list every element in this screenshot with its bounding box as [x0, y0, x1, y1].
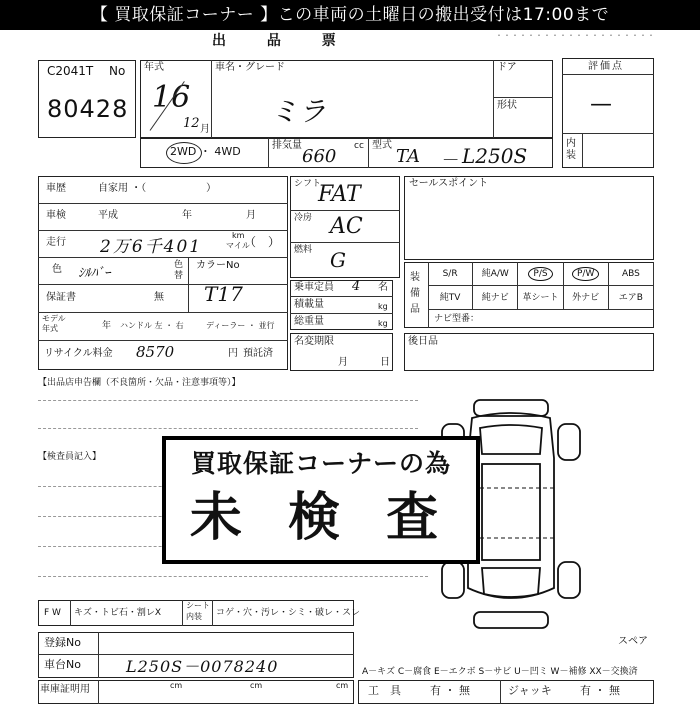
- equipment-item: 純A/W: [473, 262, 518, 286]
- chassis-label: 車台No: [44, 658, 81, 671]
- equipment-item: 革シート: [518, 286, 563, 310]
- spare-label: スペア: [618, 636, 648, 647]
- recycle-value: 8570: [136, 343, 175, 361]
- model-value: L250S: [462, 144, 528, 168]
- year-label: 年式: [144, 62, 164, 73]
- month-value: 12: [183, 116, 200, 131]
- model-year-label-top: モデル: [42, 314, 66, 323]
- sales-point-label: セールスポイント: [409, 178, 489, 189]
- color-value: ｼﾙﾊﾞｰ: [78, 266, 111, 281]
- load-unit: kg: [378, 302, 388, 311]
- capacity-value: 4: [352, 279, 361, 294]
- load-label: 積載量: [294, 299, 324, 310]
- displacement-label: 排気量: [272, 140, 302, 151]
- garage-cert-unit-3: cm: [336, 681, 349, 690]
- drive-options: 2WD ・ 4WD: [170, 145, 241, 158]
- damage-legend: A－キズ C－腐食 E－エクボ S－サビ U－凹ミ W－補修 XX－交換済: [362, 667, 638, 677]
- seat-defects: コゲ・穴・汚レ・シミ・破レ・スレ: [216, 608, 361, 618]
- mileage-value: 2万6千401: [100, 237, 203, 257]
- door-label: ドア: [497, 62, 517, 73]
- shift-label: シフト: [294, 179, 322, 189]
- navi-model-label: ナビ型番：: [434, 314, 480, 324]
- warranty-label: 保証書: [46, 292, 76, 303]
- inspection-era: 平成: [98, 210, 118, 221]
- capacity-unit: 名: [378, 282, 388, 293]
- garage-cert-unit-2: cm: [250, 681, 263, 690]
- name-change-month: 月: [338, 357, 348, 368]
- equipment-item: P/S: [518, 262, 563, 286]
- equipment-item: ABS: [609, 262, 654, 286]
- gross-unit: kg: [378, 319, 388, 328]
- equipment-grid: [428, 262, 654, 310]
- mileage-unit-mile: マイル: [226, 241, 250, 250]
- later-items-box: [404, 333, 654, 371]
- seat-label-top: シート: [186, 601, 210, 610]
- usage-label: 車歴: [46, 183, 66, 194]
- recycle-note: 預託済: [243, 348, 273, 359]
- shift-value: FAT: [318, 182, 361, 207]
- colorno-label: カラーNo: [196, 260, 240, 271]
- seat-label-bot: 内装: [186, 612, 202, 621]
- handle-options: ハンドル 左 ・ 右: [120, 321, 184, 330]
- fw-label: F W: [44, 608, 61, 618]
- tools-label: 工 具: [368, 684, 401, 697]
- inspection-label: 車検: [46, 210, 66, 221]
- chassis-value: L250S－0078240: [126, 657, 279, 676]
- shape-label: 形状: [497, 100, 517, 111]
- name-change-day: 日: [380, 357, 390, 368]
- equipment-item: S/R: [428, 262, 473, 286]
- unverified-stamp: [162, 436, 480, 564]
- lot-number-box: [38, 60, 136, 138]
- garage-cert-label: 車庫証明用: [40, 684, 90, 695]
- usage-value: 自家用 ・（ ）: [98, 183, 217, 194]
- jack-label: ジャッキ: [508, 684, 552, 697]
- model-dash: －: [440, 150, 458, 171]
- color-change-bot: 替: [174, 271, 184, 281]
- later-items-label: 後日品: [408, 336, 438, 347]
- garage-cert-unit-1: cm: [170, 681, 183, 690]
- gross-label: 総重量: [294, 316, 324, 327]
- name-change-label: 名変期限: [294, 336, 334, 347]
- interior-label: 内装: [566, 138, 576, 161]
- model-prefix: TA: [396, 146, 421, 167]
- model-label: 型式: [372, 140, 392, 151]
- lot-number: 80428: [47, 95, 129, 123]
- fuel-value: G: [330, 248, 346, 272]
- stamp-line1: 買取保証コーナーの為: [190, 449, 451, 478]
- colorno-value: T17: [204, 282, 243, 306]
- car-name-label: 車名・グレード: [215, 62, 285, 73]
- color-change-top: 色: [174, 260, 184, 270]
- model-year-label-bot: 年式: [42, 324, 58, 333]
- lot-no-label: No: [109, 64, 126, 78]
- mileage-suffix: （ ）: [244, 235, 281, 249]
- exhibitor-note-label: 【出品店申告欄（不良箇所・欠品・注意事項等）】: [38, 378, 241, 388]
- fw-defects: キズ・トビ石・割レX: [74, 608, 161, 618]
- inspector-note-label: 【検査員記入】: [38, 452, 102, 462]
- capacity-label: 乗車定員: [294, 282, 334, 293]
- month-label: 月: [200, 124, 210, 135]
- stamp-line2: 未 検 査: [189, 487, 453, 548]
- year-value: 16: [152, 80, 191, 115]
- equipment-label: 装 備 品: [410, 272, 420, 315]
- aircon-value: AC: [330, 214, 363, 239]
- registration-label: 登録No: [44, 636, 81, 649]
- equipment-item: P/W: [564, 262, 609, 286]
- inspection-month-label: 月: [246, 210, 256, 221]
- score-value: —: [590, 92, 612, 117]
- displacement-unit: cc: [354, 141, 364, 151]
- header-small-print: ・・・・・・・・・・・・・・・・・・・・: [495, 31, 655, 40]
- mileage-label: 走行: [46, 237, 66, 248]
- fuel-label: 燃料: [294, 245, 313, 255]
- tools-value: 有 ・ 無: [430, 684, 470, 697]
- warranty-value: 無: [154, 292, 164, 303]
- equipment-item: 外ナビ: [564, 286, 609, 310]
- dealer-options: ディーラー ・ 並行: [206, 321, 275, 330]
- recycle-unit: 円: [228, 348, 238, 359]
- displacement-value: 660: [302, 146, 337, 167]
- car-name-value: ミラ: [270, 95, 327, 128]
- form-title: 出 品 票: [212, 33, 354, 49]
- saturday-pickup-banner: 【 買取保証コーナー 】この車両の土曜日の搬出受付は17:00まで: [0, 0, 700, 30]
- model-year-year: 年: [102, 321, 112, 331]
- inspection-year-label: 年: [182, 210, 192, 221]
- score-label: 評価点: [588, 61, 624, 72]
- aircon-label: 冷房: [294, 213, 313, 223]
- jack-value: 有 ・ 無: [580, 684, 620, 697]
- equipment-item: 純ナビ: [473, 286, 518, 310]
- recycle-label: リサイクル料金: [44, 348, 113, 359]
- lot-code: C2041T: [47, 64, 94, 78]
- equipment-item: エアB: [609, 286, 654, 310]
- equipment-item: 純TV: [428, 286, 473, 310]
- mileage-unit-km: km: [232, 231, 245, 240]
- color-label: 色: [52, 264, 62, 275]
